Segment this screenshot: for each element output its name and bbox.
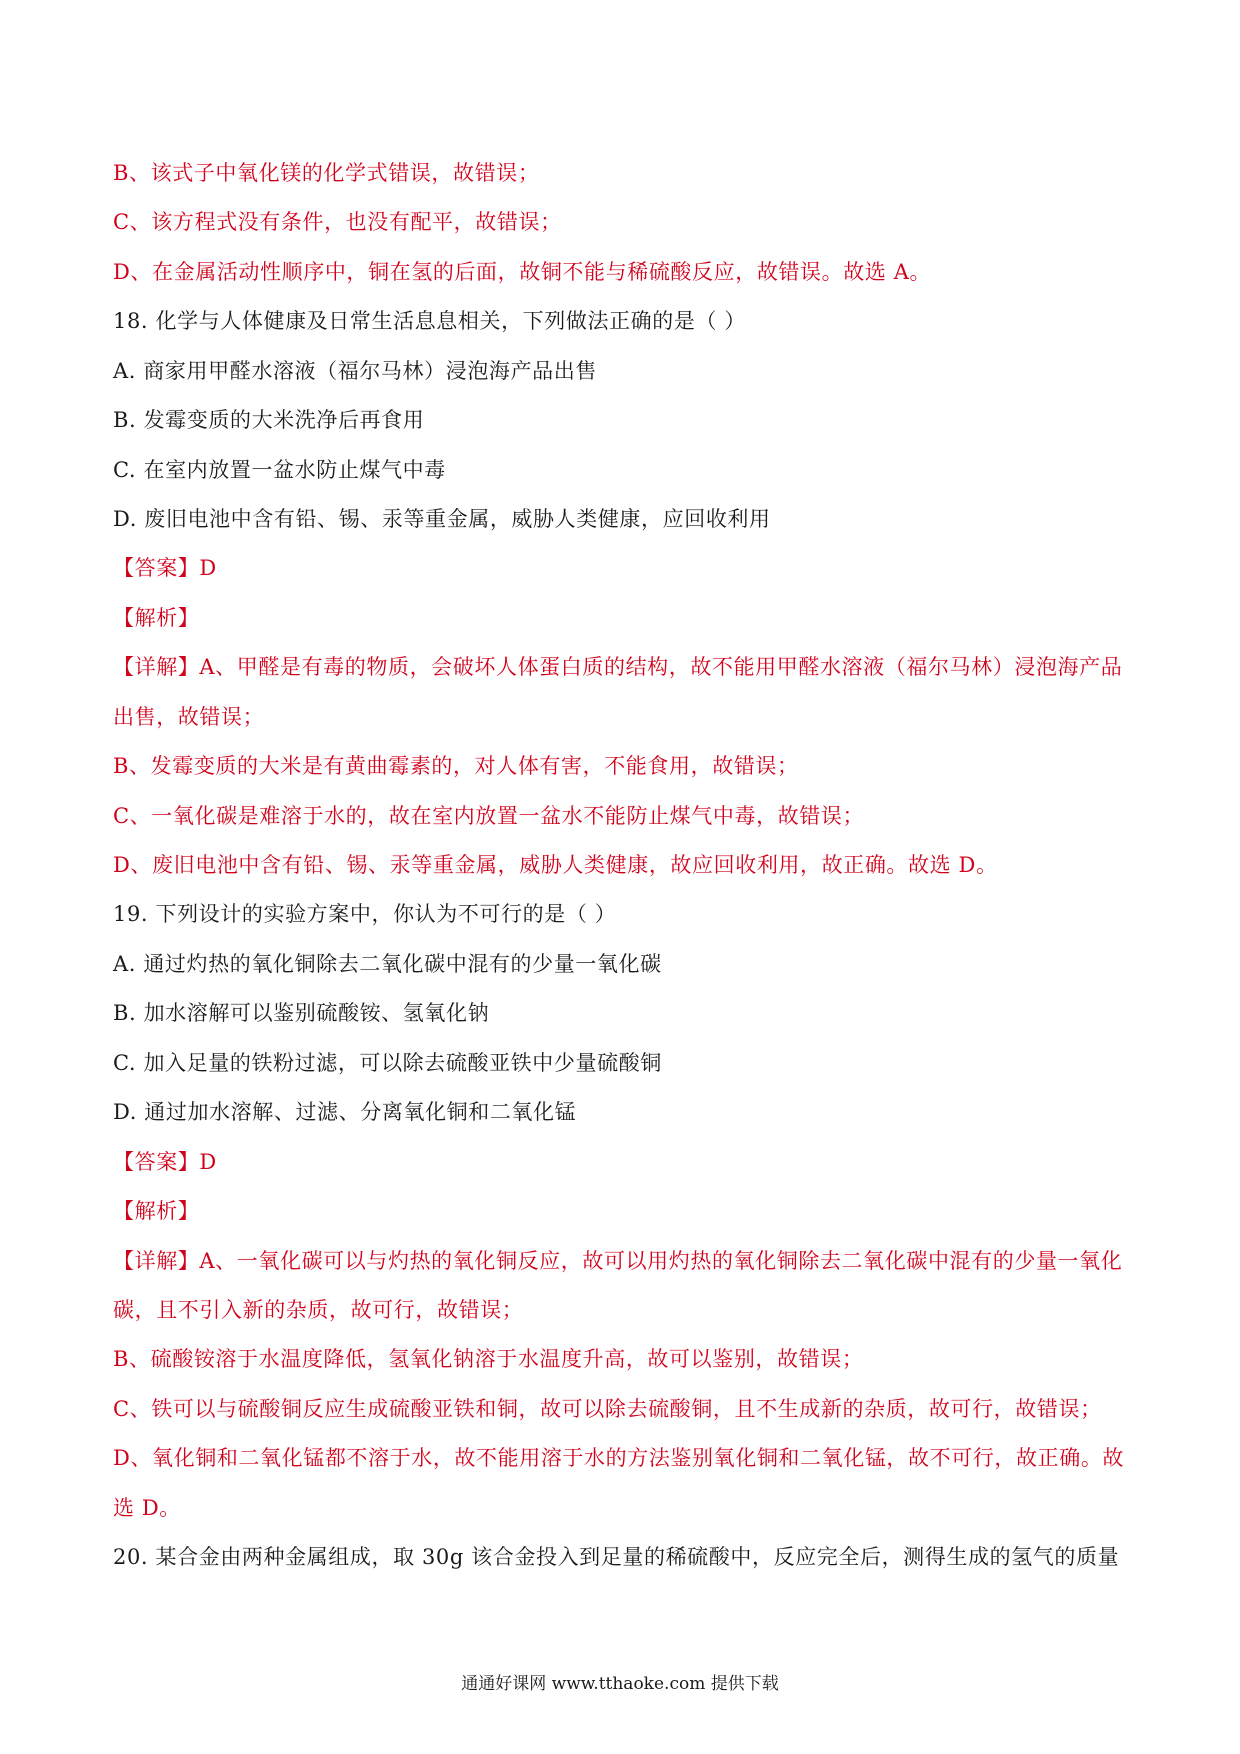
option-line: C. 在室内放置一盆水防止煤气中毒 — [113, 458, 446, 482]
analysis-heading: 【解析】 — [113, 606, 200, 630]
analysis-line: D、废旧电池中含有铅、锡、汞等重金属，威胁人类健康，故应回收利用，故正确。故选 D。 — [113, 853, 998, 877]
analysis-line: D、在金属活动性顺序中，铜在氢的后面，故铜不能与稀硫酸反应，故错误。故选 A。 — [113, 260, 932, 284]
analysis-line: 【详解】A、甲醛是有毒的物质，会破坏人体蛋白质的结构，故不能用甲醛水溶液（福尔马林）浸泡海产品 — [113, 655, 1123, 679]
option-line: B. 发霉变质的大米洗净后再食用 — [113, 408, 425, 432]
option-line: A. 商家用甲醛水溶液（福尔马林）浸泡海产品出售 — [113, 359, 597, 383]
answer-label: 【答案】D — [113, 556, 217, 580]
question-stem: 20. 某合金由两种金属组成，取 30g 该合金投入到足量的稀硫酸中，反应完全后，测得生成的氢气的质量 — [113, 1545, 1120, 1569]
page-footer: 通通好课网 www.tthaoke.com 提供下载 — [461, 1674, 779, 1694]
analysis-line: B、硫酸铵溶于水温度降低，氢氧化钠溶于水温度升高，故可以鉴别，故错误； — [113, 1347, 864, 1371]
analysis-heading: 【解析】 — [113, 1199, 200, 1223]
analysis-line: 出售，故错误； — [113, 705, 265, 729]
analysis-line: C、铁可以与硫酸铜反应生成硫酸亚铁和铜，故可以除去硫酸铜，且不生成新的杂质，故可行，故错误； — [113, 1397, 1102, 1421]
analysis-line: C、该方程式没有条件，也没有配平，故错误； — [113, 210, 562, 234]
question-stem: 19. 下列设计的实验方案中，你认为不可行的是（ ） — [113, 902, 617, 926]
answer-label: 【答案】D — [113, 1150, 217, 1174]
analysis-line: B、该式子中氧化镁的化学式错误，故错误； — [113, 161, 540, 185]
option-line: D. 废旧电池中含有铅、锡、汞等重金属，威胁人类健康，应回收利用 — [113, 507, 771, 531]
option-line: B. 加水溶解可以鉴别硫酸铵、氢氧化钠 — [113, 1001, 490, 1025]
analysis-line: C、一氧化碳是难溶于水的，故在室内放置一盆水不能防止煤气中毒，故错误； — [113, 804, 865, 828]
analysis-line: B、发霉变质的大米是有黄曲霉素的，对人体有害，不能食用，故错误； — [113, 754, 799, 778]
question-stem: 18. 化学与人体健康及日常生活息息相关，下列做法正确的是（ ） — [113, 309, 746, 333]
analysis-line: 选 D。 — [113, 1496, 181, 1520]
analysis-line: D、氧化铜和二氧化锰都不溶于水，故不能用溶于水的方法鉴别氧化铜和二氧化锰，故不可行，故正确。故 — [113, 1446, 1125, 1470]
option-line: C. 加入足量的铁粉过滤，可以除去硫酸亚铁中少量硫酸铜 — [113, 1051, 662, 1075]
analysis-line: 【详解】A、一氧化碳可以与灼热的氧化铜反应，故可以用灼热的氧化铜除去二氧化碳中混有的少量一氧化 — [113, 1249, 1123, 1273]
option-line: D. 通过加水溶解、过滤、分离氧化铜和二氧化锰 — [113, 1100, 577, 1124]
option-line: A. 通过灼热的氧化铜除去二氧化碳中混有的少量一氧化碳 — [113, 952, 662, 976]
analysis-line: 碳，且不引入新的杂质，故可行，故错误； — [113, 1298, 524, 1322]
